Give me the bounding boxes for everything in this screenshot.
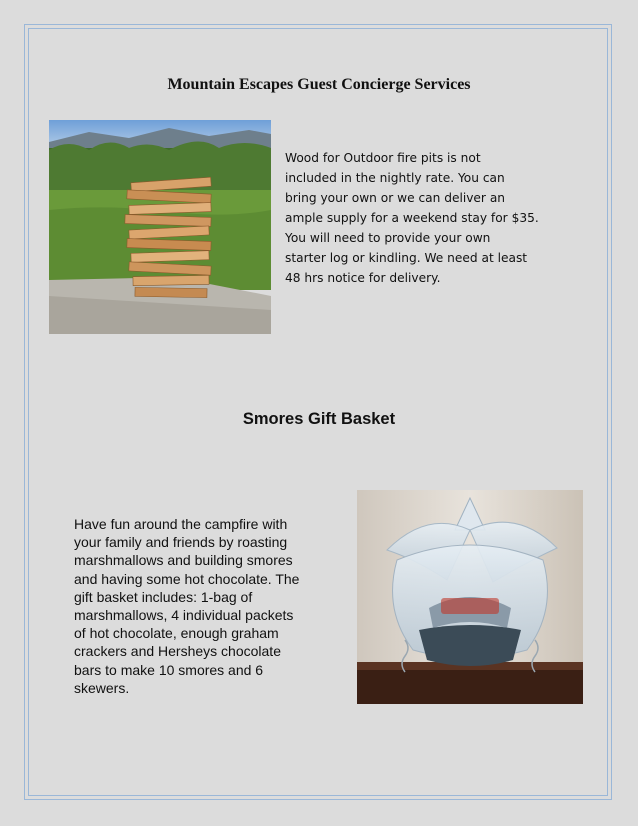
firewood-stack-photo [49,120,271,334]
document-title: Mountain Escapes Guest Concierge Services [167,76,471,93]
smores-description: Have fun around the campfire with your family and friends by roasting marshmallows and building smores and having some hot chocolate. The gift basket includes: 1-bag of marshmallows, 4 individual packets of hot chocolate, enough graham crackers and Hersheys chocolate bars to make 10 smores and 6 skewers. [74,516,300,696]
firewood-description: Wood for Outdoor fire pits is not included in the nightly rate. You can bring your own or we can deliver an ample supply for a weekend stay for $35. You will need to provide your own starter log or kindling. We need at least 48 hrs notice for delivery. [285,151,539,285]
gift-basket-photo [357,490,583,704]
smores-heading: Smores Gift Basket [242,410,396,428]
